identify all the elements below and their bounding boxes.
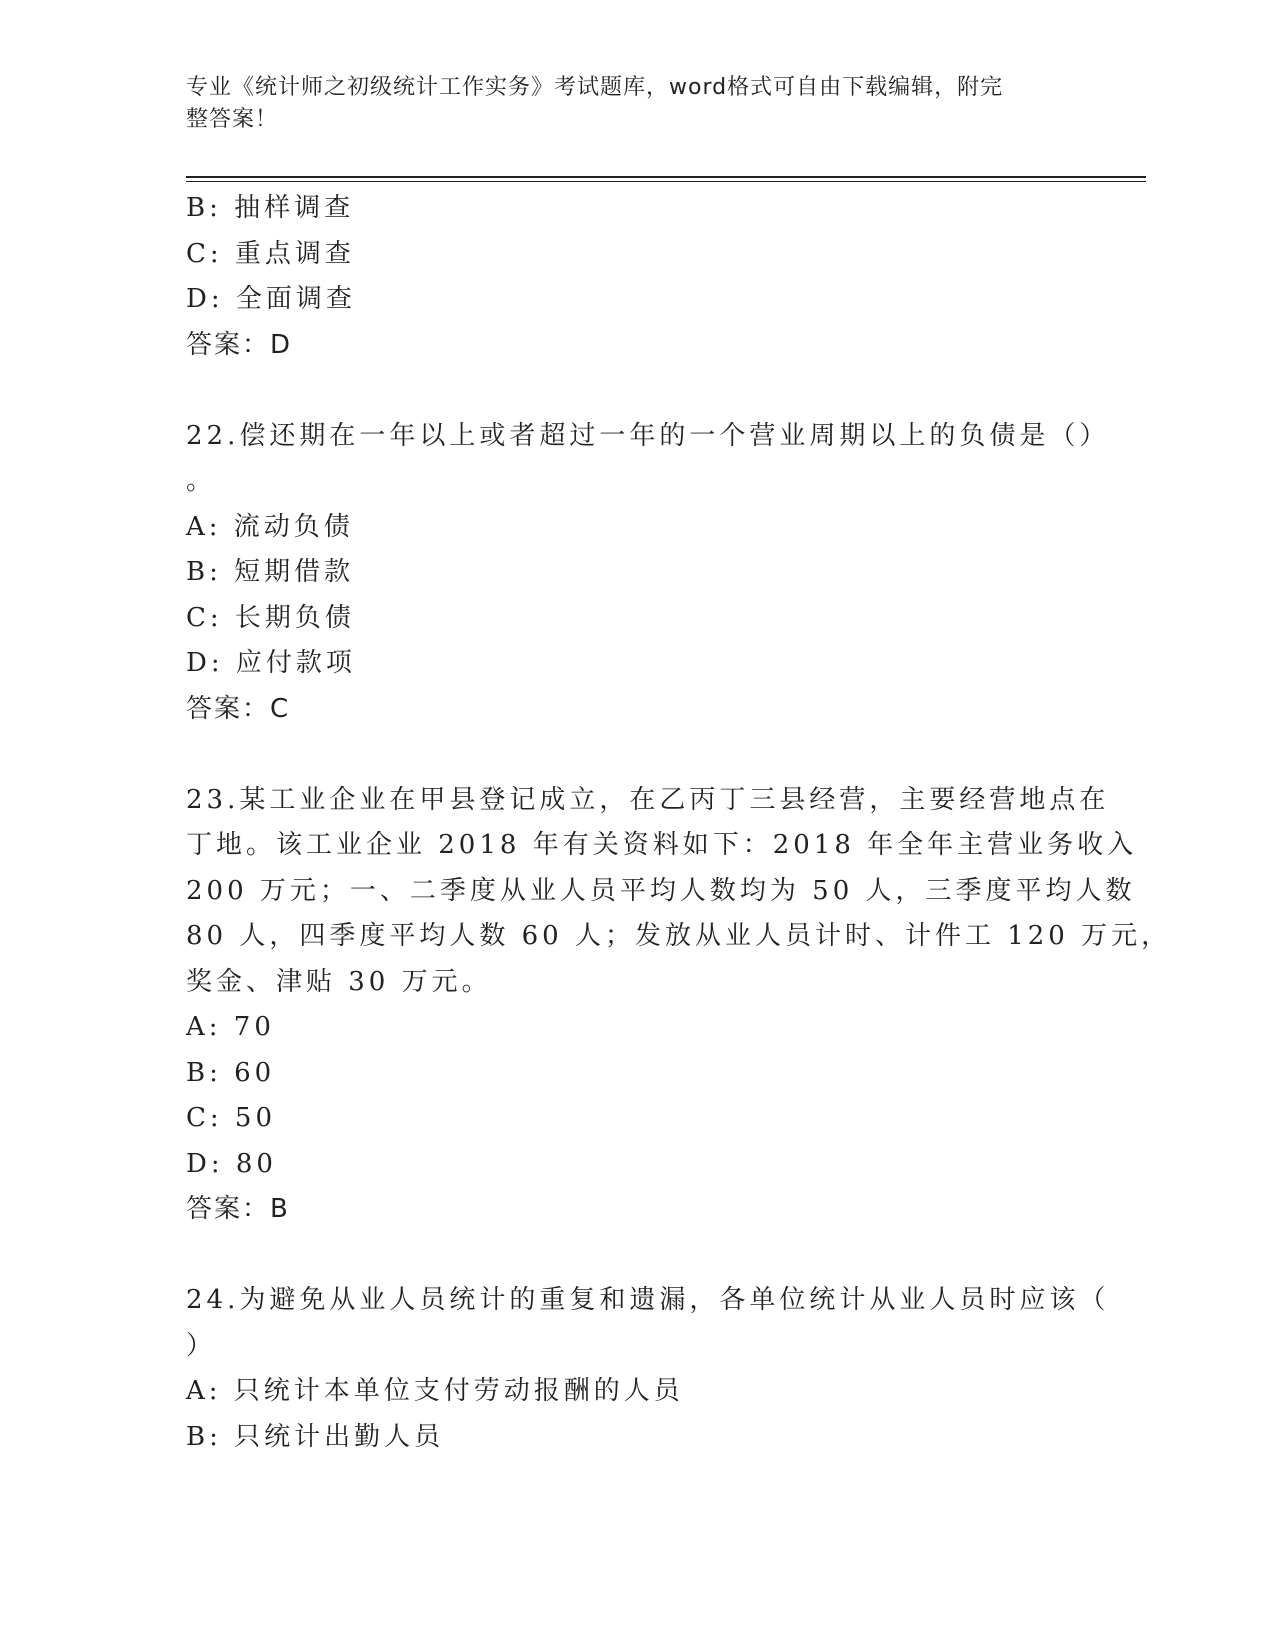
question-24 (186, 1278, 1110, 1460)
document-body (186, 186, 1172, 1460)
question-stem-continued: 。 (186, 466, 217, 496)
question-stem-line-3: 200 万元；一、二季度从业人员平均人数均为 50 人，三季度平均人数 (186, 875, 1136, 906)
spacer (186, 1233, 1086, 1279)
question-23 (186, 778, 1172, 1233)
option-b: B: 60 (186, 1057, 276, 1088)
header-line-1: 专业《统计师之初级统计工作实务》考试题库，word格式可自由下载编辑，附完 (186, 75, 1004, 100)
option-d: D: 应付款项 (186, 648, 356, 678)
option-a: A: 只统计本单位支付劳动报酬的人员 (186, 1376, 684, 1406)
option-b: B: 短期借款 (186, 557, 355, 587)
question-stem-continued: ） (186, 1330, 217, 1361)
option-d: D: 80 (186, 1148, 277, 1179)
question-stem-line-2: 丁地。该工业企业 2018 年有关资料如下：2018 年全年主营业务收入 (186, 830, 1138, 860)
question-stem-line-1: 23.某工业企业在甲县登记成立，在乙丙丁三县经营，主要经营地点在 (186, 784, 1110, 815)
answer: 答案：D (186, 329, 293, 360)
question-stem: 24.为避免从业人员统计的重复和遗漏，各单位统计从业人员时应该（ (186, 1285, 1110, 1315)
option-a: A: 70 (186, 1012, 275, 1042)
header-divider-thin (186, 181, 1146, 182)
question-21 (186, 186, 1086, 368)
option-c: C: 重点调查 (186, 238, 355, 269)
header-divider-thick (186, 176, 1146, 178)
question-stem-line-5: 奖金、津贴 30 万元。 (186, 966, 492, 997)
option-c: C: 50 (186, 1103, 277, 1133)
question-22 (186, 414, 1110, 733)
option-d: D: 全面调查 (186, 284, 356, 314)
header-line-2: 整答案！ (186, 107, 279, 132)
option-b: B: 抽样调查 (186, 193, 355, 223)
question-stem-line-4: 80 人，四季度平均人数 60 人；发放从业人员计时、计件工 120 万元， (186, 921, 1172, 951)
answer: 答案：C (186, 693, 291, 724)
page-header (186, 72, 1066, 136)
answer: 答案：B (186, 1194, 290, 1224)
option-c: C: 长期负债 (186, 602, 355, 633)
option-b: B: 只统计出勤人员 (186, 1421, 445, 1452)
question-stem: 22.偿还期在一年以上或者超过一年的一个营业周期以上的负债是（） (186, 420, 1110, 451)
spacer (186, 368, 1086, 414)
option-a: A: 流动负债 (186, 511, 354, 542)
spacer (186, 732, 1086, 778)
